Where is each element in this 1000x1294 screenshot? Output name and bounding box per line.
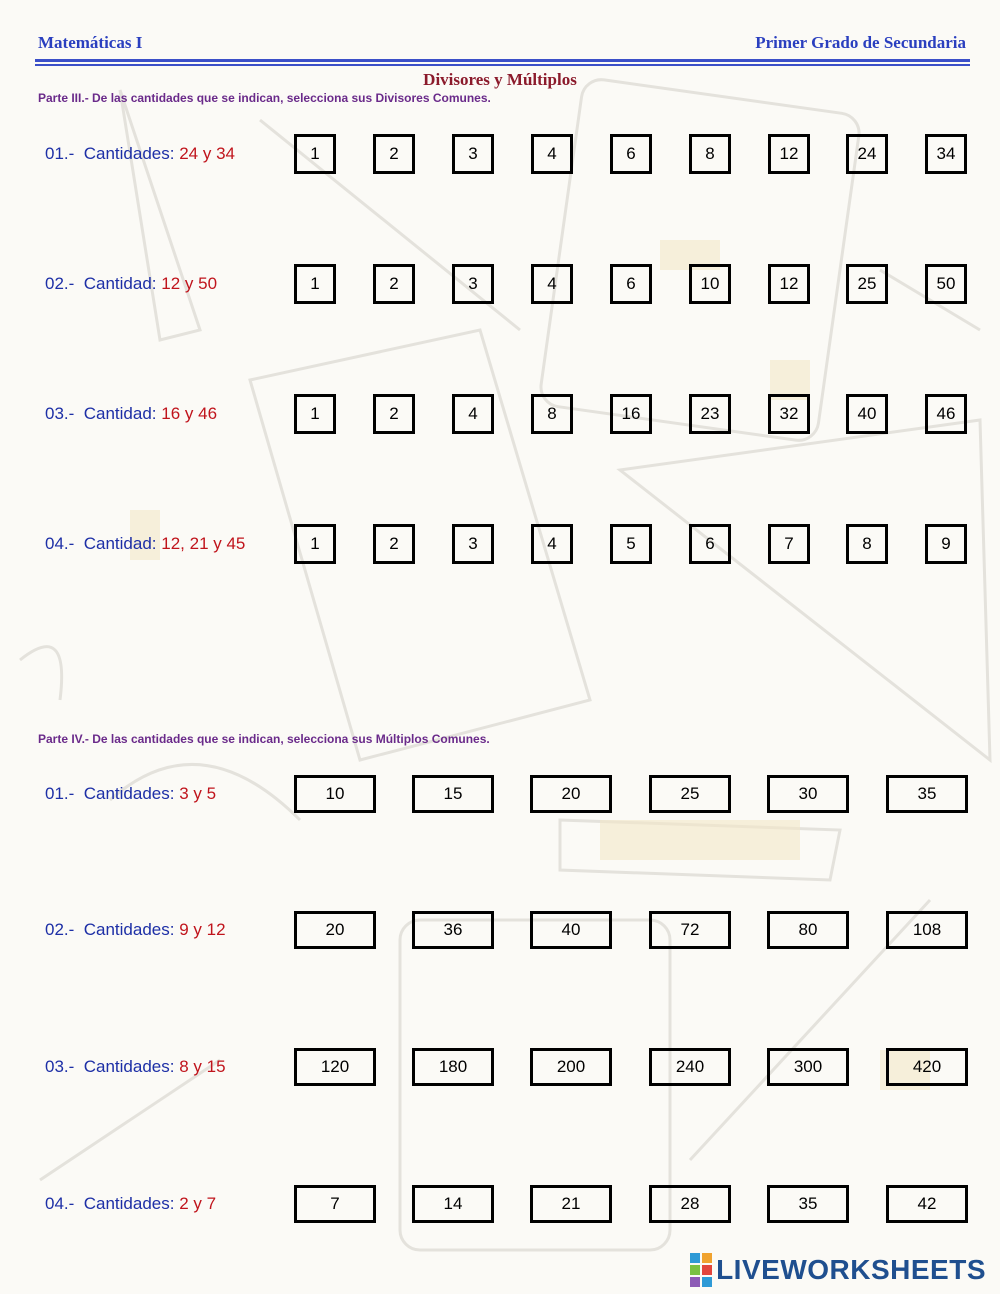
answer-option-box[interactable]: 3 (452, 134, 494, 174)
answer-option-box[interactable]: 25 (846, 264, 888, 304)
answer-option-box[interactable]: 10 (689, 264, 731, 304)
answer-option-box[interactable]: 46 (925, 394, 967, 434)
answer-option-box[interactable]: 24 (846, 134, 888, 174)
question-word: Cantidades: (83, 1057, 175, 1076)
page-title: Divisores y Múltiplos (423, 70, 577, 89)
answer-option-box[interactable]: 4 (531, 134, 573, 174)
question-label (45, 534, 245, 554)
logo-text: LIVEWORKSHEETS (716, 1254, 986, 1285)
answer-option-box[interactable]: 120 (294, 1048, 376, 1086)
answer-option-box[interactable]: 12 (768, 264, 810, 304)
answer-option-box[interactable]: 12 (768, 134, 810, 174)
answer-option-box[interactable]: 240 (649, 1048, 731, 1086)
question-values: 16 y 46 (161, 404, 218, 423)
answer-option-box[interactable]: 1 (294, 264, 336, 304)
answer-option-box[interactable]: 180 (412, 1048, 494, 1086)
question-number: 04.- (45, 534, 75, 553)
answer-option-box[interactable]: 3 (452, 524, 494, 564)
question-values: 2 y 7 (179, 1194, 217, 1213)
answer-option-box[interactable]: 34 (925, 134, 967, 174)
answer-option-box[interactable]: 80 (767, 911, 849, 949)
question-word: Cantidades: (83, 784, 175, 803)
logo-icon (690, 1253, 712, 1287)
answer-option-box[interactable]: 2 (373, 524, 415, 564)
question-number: 02.- (45, 274, 75, 293)
question-word: Cantidad: (83, 404, 157, 423)
answer-option-box[interactable]: 7 (294, 1185, 376, 1223)
subject-label: Matemáticas I (38, 33, 143, 52)
question-word: Cantidades: (83, 1194, 175, 1213)
question-number: 01.- (45, 144, 75, 163)
answer-option-box[interactable]: 10 (294, 775, 376, 813)
question-label (45, 1194, 216, 1214)
answer-option-box[interactable]: 35 (886, 775, 968, 813)
answer-option-box[interactable]: 1 (294, 134, 336, 174)
answer-option-box[interactable]: 15 (412, 775, 494, 813)
answer-option-box[interactable]: 2 (373, 264, 415, 304)
answer-option-box[interactable]: 28 (649, 1185, 731, 1223)
liveworksheets-logo (690, 1254, 986, 1286)
answer-option-box[interactable]: 50 (925, 264, 967, 304)
answer-option-box[interactable]: 8 (531, 394, 573, 434)
answer-option-box[interactable]: 40 (846, 394, 888, 434)
answer-option-box[interactable]: 8 (689, 134, 731, 174)
answer-option-box[interactable]: 4 (531, 524, 573, 564)
header-rule (35, 59, 970, 62)
answer-option-box[interactable]: 36 (412, 911, 494, 949)
answer-option-box[interactable]: 32 (768, 394, 810, 434)
question-number: 01.- (45, 784, 75, 803)
answer-option-box[interactable]: 16 (610, 394, 652, 434)
answer-option-box[interactable]: 8 (846, 524, 888, 564)
answer-option-box[interactable]: 72 (649, 911, 731, 949)
part3-title: Parte III.- De las cantidades que se indican, selecciona sus Divisores Comunes. (38, 91, 491, 105)
answer-option-box[interactable]: 6 (610, 134, 652, 174)
answer-option-box[interactable]: 9 (925, 524, 967, 564)
answer-option-box[interactable]: 420 (886, 1048, 968, 1086)
question-label (45, 784, 216, 804)
grade-label: Primer Grado de Secundaria (755, 33, 966, 52)
question-word: Cantidad: (83, 274, 157, 293)
question-label (45, 1057, 226, 1077)
answer-option-box[interactable]: 1 (294, 524, 336, 564)
answer-option-box[interactable]: 35 (767, 1185, 849, 1223)
answer-option-box[interactable]: 21 (530, 1185, 612, 1223)
question-number: 02.- (45, 920, 75, 939)
question-word: Cantidad: (83, 534, 157, 553)
answer-option-box[interactable]: 42 (886, 1185, 968, 1223)
answer-option-box[interactable]: 7 (768, 524, 810, 564)
answer-option-box[interactable]: 6 (689, 524, 731, 564)
answer-option-box[interactable]: 40 (530, 911, 612, 949)
answer-option-box[interactable]: 6 (610, 264, 652, 304)
answer-option-box[interactable]: 108 (886, 911, 968, 949)
question-label (45, 920, 226, 940)
answer-option-box[interactable]: 25 (649, 775, 731, 813)
question-values: 9 y 12 (179, 920, 226, 939)
question-values: 12 y 50 (161, 274, 218, 293)
answer-option-box[interactable]: 23 (689, 394, 731, 434)
question-number: 03.- (45, 404, 75, 423)
question-values: 24 y 34 (179, 144, 235, 163)
answer-option-box[interactable]: 4 (452, 394, 494, 434)
question-values: 8 y 15 (179, 1057, 226, 1076)
question-label (45, 274, 217, 294)
question-label (45, 404, 217, 424)
answer-option-box[interactable]: 14 (412, 1185, 494, 1223)
question-number: 03.- (45, 1057, 75, 1076)
question-word: Cantidades: (83, 144, 175, 163)
answer-option-box[interactable]: 5 (610, 524, 652, 564)
answer-option-box[interactable]: 4 (531, 264, 573, 304)
answer-option-box[interactable]: 1 (294, 394, 336, 434)
question-word: Cantidades: (83, 920, 175, 939)
question-values: 3 y 5 (179, 784, 217, 803)
answer-option-box[interactable]: 30 (767, 775, 849, 813)
answer-option-box[interactable]: 200 (530, 1048, 612, 1086)
part4-title: Parte IV.- De las cantidades que se indican, selecciona sus Múltiplos Comunes. (38, 732, 490, 746)
answer-option-box[interactable]: 2 (373, 134, 415, 174)
answer-option-box[interactable]: 2 (373, 394, 415, 434)
answer-option-box[interactable]: 3 (452, 264, 494, 304)
answer-option-box[interactable]: 20 (530, 775, 612, 813)
question-number: 04.- (45, 1194, 75, 1213)
header-rule (35, 64, 970, 66)
question-label (45, 144, 235, 164)
answer-option-box[interactable]: 20 (294, 911, 376, 949)
question-values: 12, 21 y 45 (161, 534, 246, 553)
answer-option-box[interactable]: 300 (767, 1048, 849, 1086)
